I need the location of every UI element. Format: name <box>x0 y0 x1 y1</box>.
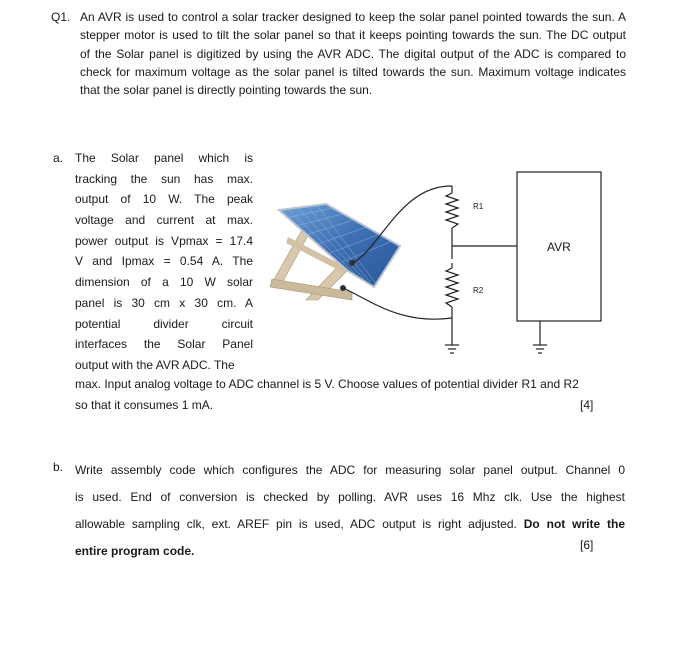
part-a-line: panel is 30 cm x 30 cm. A <box>75 295 253 310</box>
intro-line: of the Solar panel is digitized by using the AVR ADC. The digital output of the ADC is compared to <box>80 46 626 61</box>
part-a-line: voltage and current at max. <box>75 213 253 228</box>
ground-symbol-right <box>533 345 547 353</box>
resistor-r2 <box>446 268 458 307</box>
part-b-marks: [6] <box>580 538 594 552</box>
part-b-line: Write assembly code which configures the ADC for measuring solar panel output. Channel 0 <box>75 463 625 477</box>
part-a-line: V and Ipmax = 0.54 A. The <box>75 254 253 269</box>
part-a-line: tracking the sun has max. <box>75 171 253 186</box>
ground-symbol-left <box>445 345 459 353</box>
part-a-line: potential divider circuit <box>75 316 253 331</box>
part-a-line: The Solar panel which is <box>75 151 253 165</box>
part-a-line: output of 10 W. The peak <box>75 192 253 207</box>
part-a-line: output with the AVR ADC. The <box>75 357 235 372</box>
intro-line: check for maximum voltage as the solar panel is tilted towards the sun. Maximum voltage indicates <box>80 64 626 79</box>
question-number: Q1. <box>51 10 71 24</box>
r1-label: R1 <box>473 202 484 211</box>
intro-line: that the solar panel is directly pointing towards the sun. <box>80 83 373 98</box>
part-b-bold-tail: Do not write the <box>523 517 625 531</box>
part-a-full-line: max. Input analog voltage to ADC channel is 5 V. Choose values of potential divider R1 and R2 <box>75 377 579 391</box>
resistor-r1 <box>446 193 458 228</box>
question-intro <box>80 8 626 99</box>
solar-panel-image <box>270 204 400 300</box>
part-b-bold-line: entire program code. <box>75 544 195 558</box>
part-b-label: b. <box>53 460 64 474</box>
part-a-label: a. <box>53 151 64 165</box>
part-b-text <box>75 457 625 565</box>
intro-line: An AVR is used to control a solar tracker designed to keep the solar panel pointed towards the sun. A <box>80 10 626 24</box>
r2-label: R2 <box>473 286 484 295</box>
part-a-marks: [4] <box>580 398 594 412</box>
part-b-line <box>75 538 625 565</box>
part-a-wrapped-text <box>75 148 253 376</box>
part-b-line-text: allowable sampling clk, ext. AREF pin is used, ADC output is right adjusted. <box>75 517 517 531</box>
avr-label: AVR <box>547 240 571 254</box>
part-a-line: dimension of a 10 W solar <box>75 275 253 290</box>
part-a-line: power output is Vpmax = 17.4 <box>75 233 253 248</box>
part-a-line: interfaces the Solar Panel <box>75 337 253 352</box>
intro-line: stepper motor is used to tilt the solar panel so that it keeps pointing towards the sun. The DC output <box>80 28 626 43</box>
part-b-line: is used. End of conversion is checked by polling. AVR uses 16 Mhz clk. Use the highest <box>75 490 625 504</box>
circuit-wires <box>343 186 540 345</box>
part-b-line <box>75 511 625 538</box>
part-a-full-line: so that it consumes 1 mA. <box>75 398 214 412</box>
